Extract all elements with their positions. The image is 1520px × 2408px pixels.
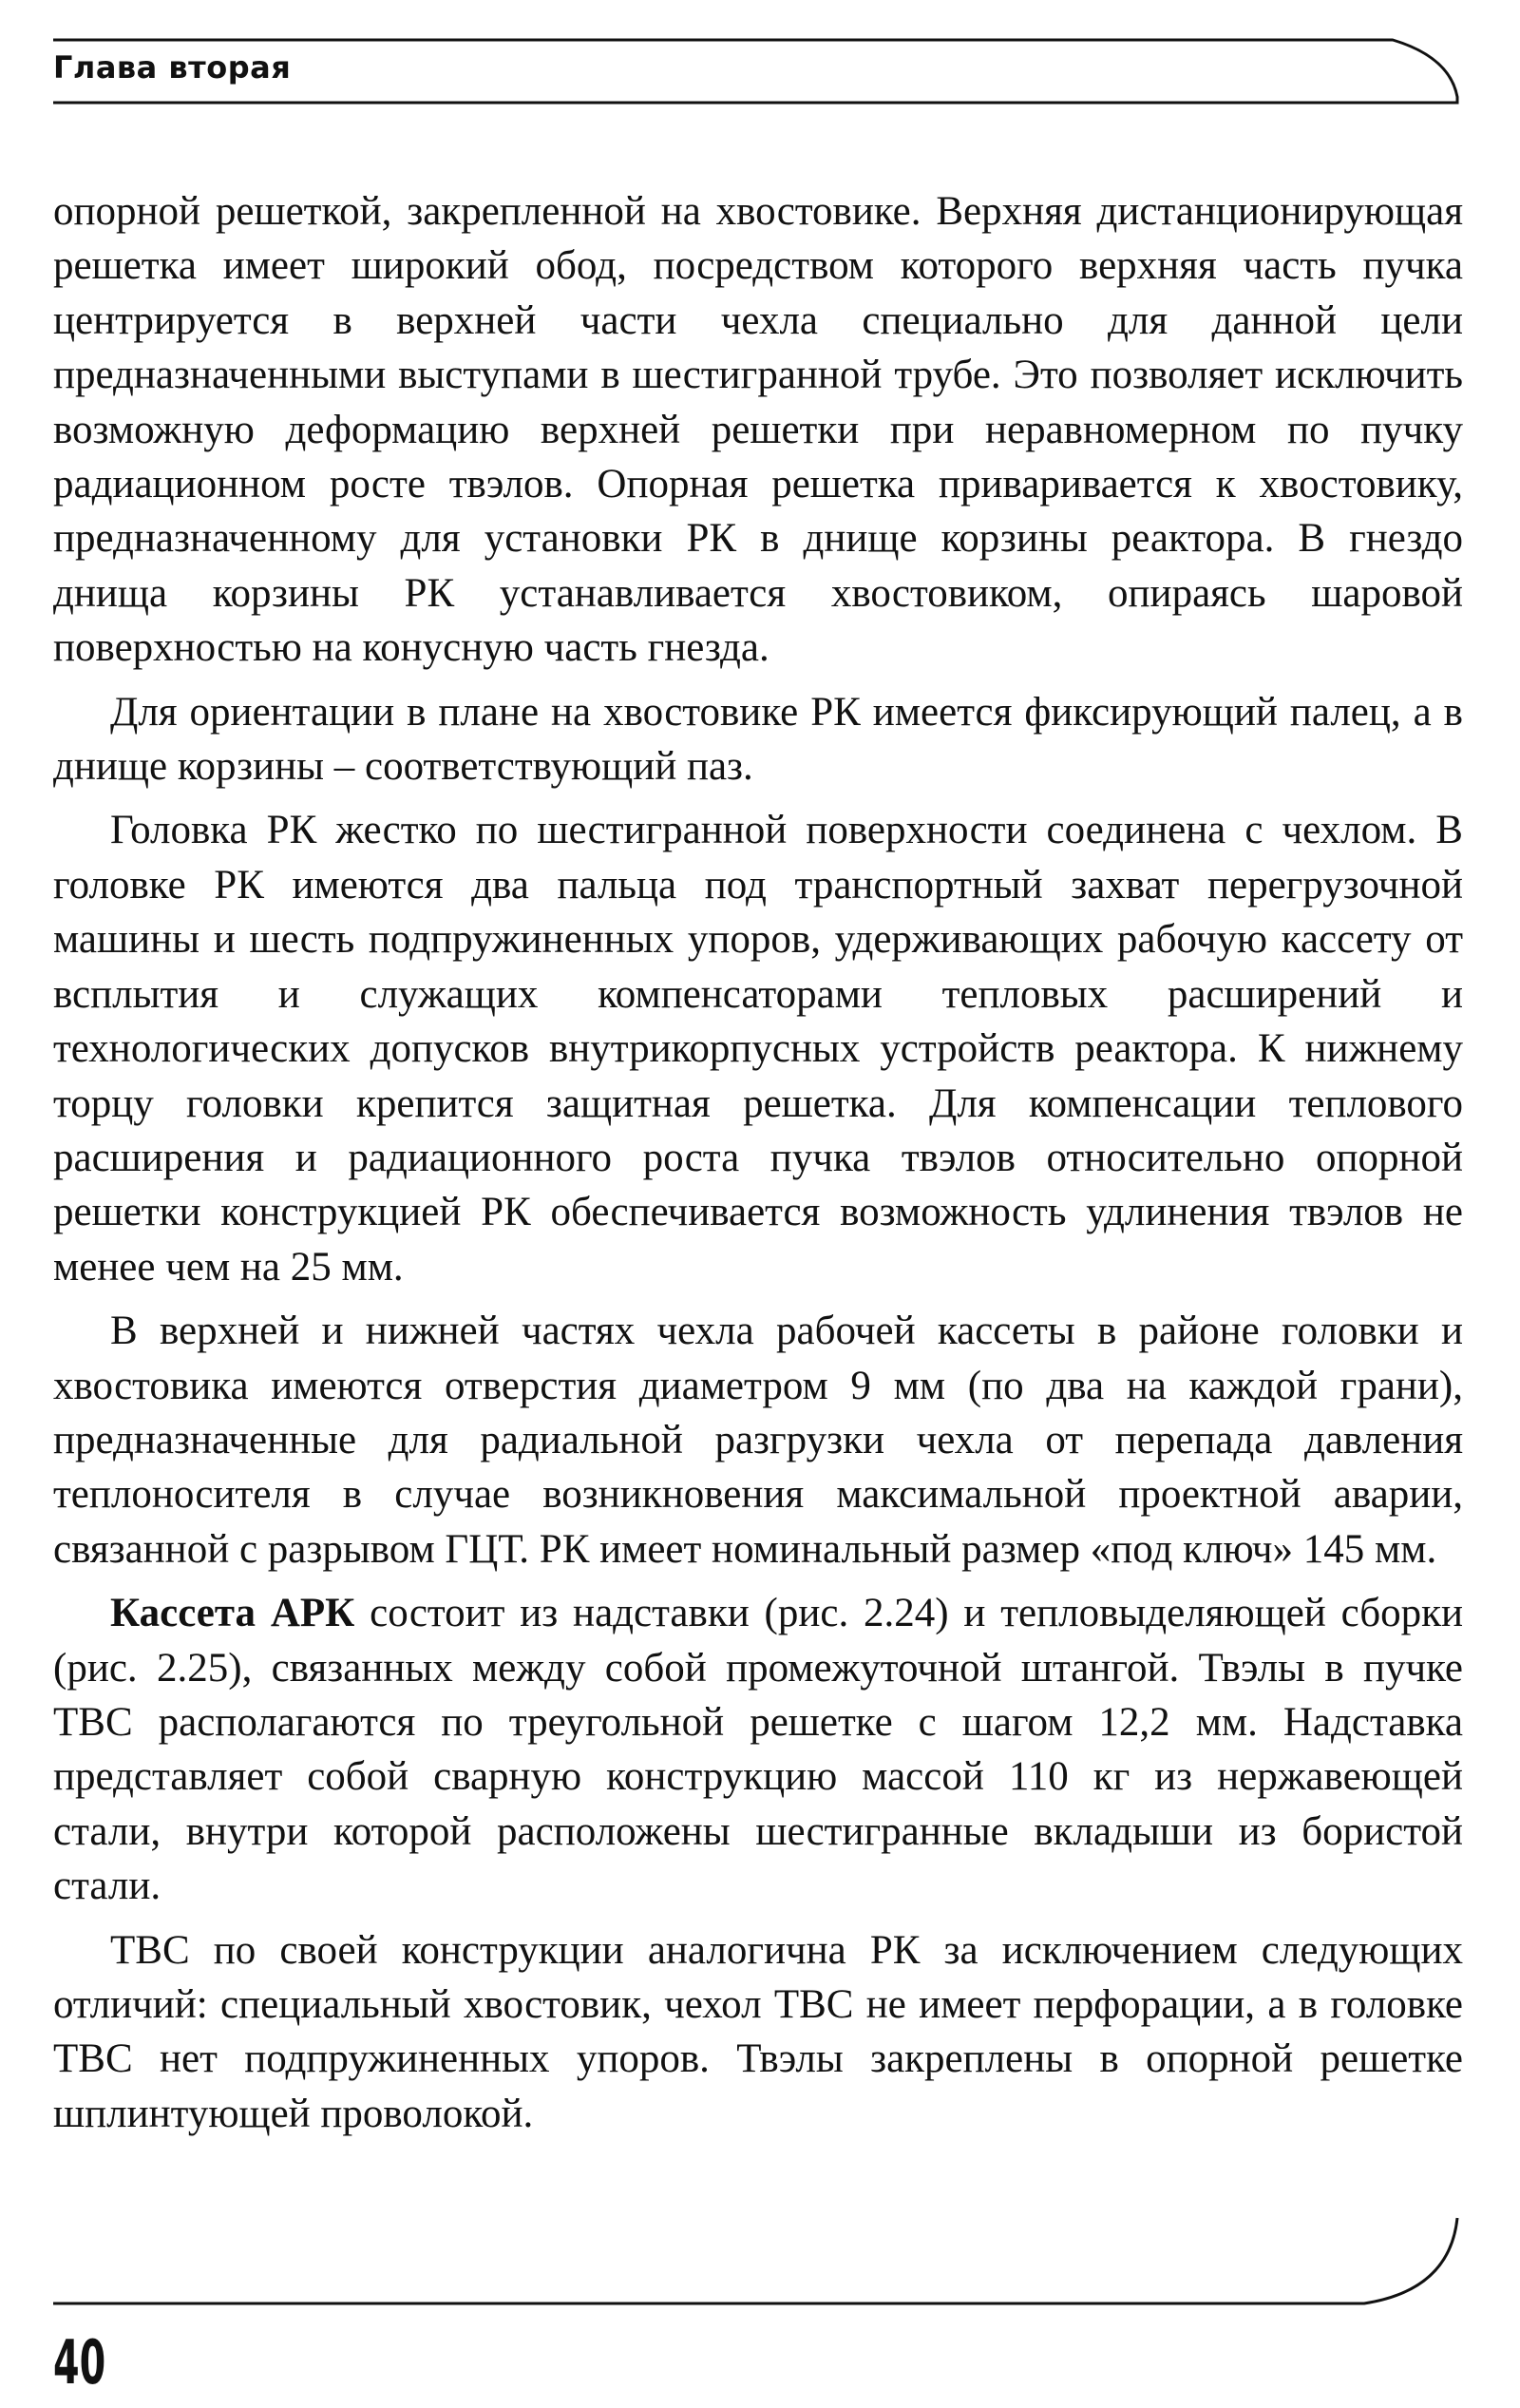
paragraph-4: В верхней и нижней частях чехла рабочей кассеты в районе головки и хвостовика имеются отверстия диаметром 9 мм (по два на каждой грани), предназначенные для радиальной разгрузки чехла от перепада давления теплоносителя в случае возникновения максимальной проектной аварии, связанной с разрывом ГЦТ. РК имеет номинальный размер «под ключ» 145 мм. — [53, 1309, 1463, 1572]
paragraph-6: ТВС по своей конструкции аналогична РК за исключением следующих отличий: специальный хвостовик, чехол ТВС не имеет перфорации, а в головке ТВС нет подпружиненных упоров. Твэлы закреплены в опорной решетке шплинтующей проволокой. — [53, 1927, 1463, 2136]
page-number: 40 — [53, 2328, 106, 2398]
body-text — [53, 184, 1463, 2150]
footer-rule — [53, 2214, 1459, 2319]
page-header — [53, 38, 1459, 114]
chapter-title: Глава вторая — [53, 49, 292, 86]
kasseta-text: состоит из надставки (рис. 2.24) и тепловыделяющей сборки (рис. 2.25), связанных между собой промежуточной штангой. Твэлы в пучке ТВС располагаются по треугольной решетке с шагом 12,2 мм. Надставка представляет собой сварную конструкцию массой 110 кг из нержавеющей стали, внутри которой расположены шестигранные вкладыши из бористой стали. — [53, 1591, 1463, 1909]
paragraph-3: Головка РК жестко по шестигранной поверхности соединена с чехлом. В головке РК имеются два пальца под транспортный захват перегрузочной машины и шесть подпружиненных упоров, удерживающих рабочую кассету от всплытия и служащих компенсаторами тепловых расширений и технологических допусков внутрикорпусных устройств реактора. К нижнему торцу головки крепится защитная решетка. Для компенсации теплового расширения и радиационного роста пучка твэлов относительно опорной решетки конструкцией РК обеспечивается возможность удлинения твэлов не менее чем на 25 мм. — [53, 808, 1463, 1290]
kasseta-bold-lead: Кассета АРК — [110, 1591, 355, 1636]
paragraph-1: опорной решеткой, закрепленной на хвостовике. Верхняя дистанционирующая решетка имеет широкий обод, посредством которого верхняя часть пучка центрируется в верхней части чехла специально для данной цели предназначенными выступами в шестигранной трубе. Это позволяет исключить возможную деформацию верхней решетки при неравномерном по пучку радиационном росте твэлов. Опорная решетка приваривается к хвостовику, предназначенному для установки РК в днище корзины реактора. В гнездо днища корзины РК устанавливается хвостовиком, опираясь шаровой поверхностью на конусную часть гнезда. — [53, 189, 1463, 671]
page-footer — [53, 2214, 1459, 2404]
paragraph-2: Для ориентации в плане на хвостовике РК имеется фиксирующий палец, а в днище корзины – соответствующий паз. — [53, 689, 1463, 790]
paragraph-5 — [53, 1586, 1463, 1913]
